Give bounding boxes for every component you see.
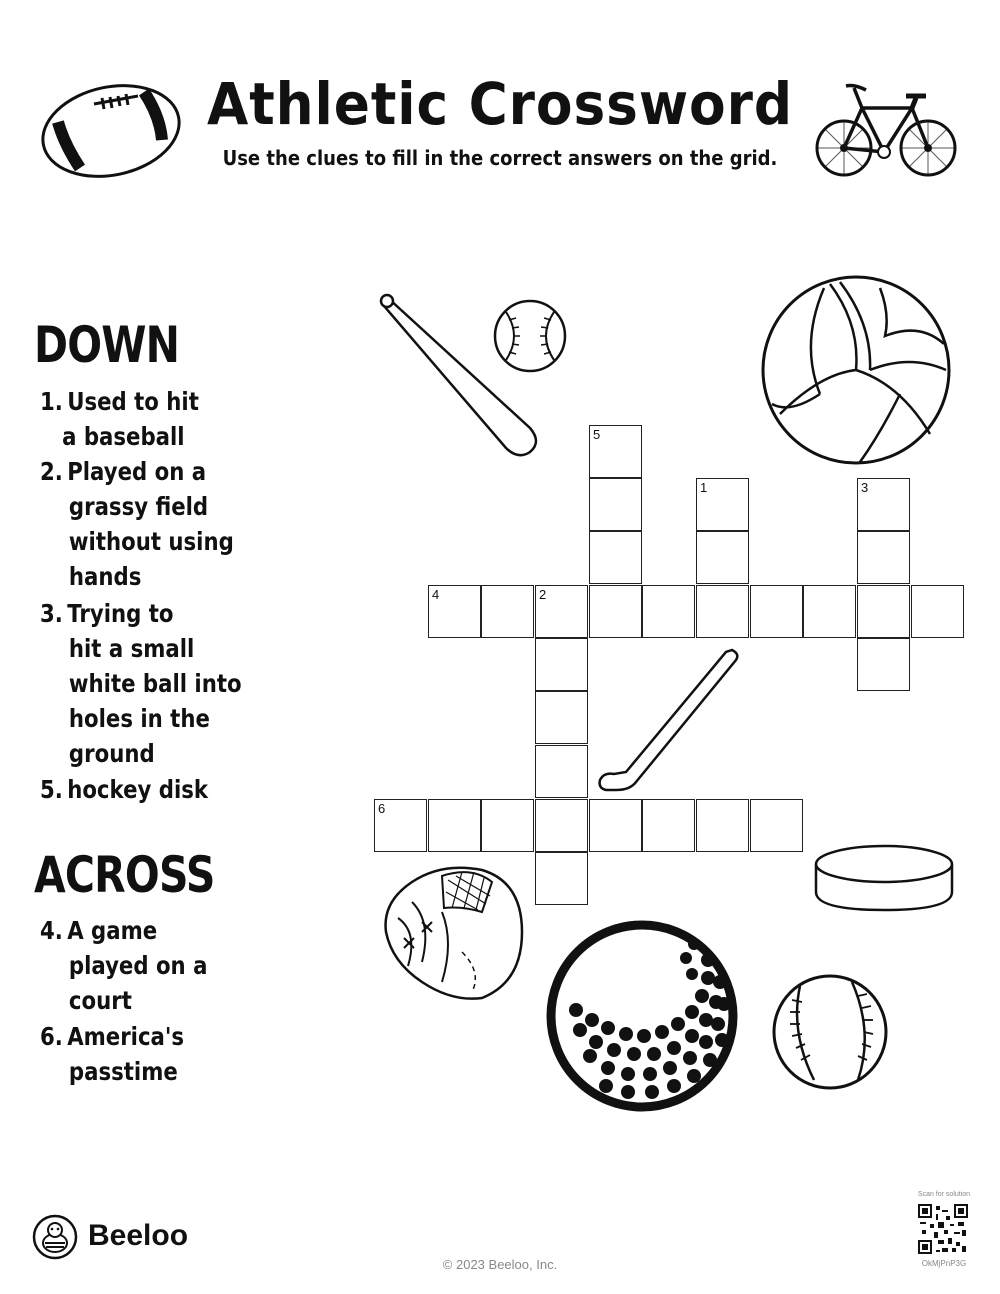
- clue-number: 5.: [40, 775, 63, 804]
- clue-number: 2.: [40, 457, 63, 486]
- down-clue-5: [40, 772, 208, 807]
- qr-code-label: OkMjPnP3G: [921, 1259, 967, 1268]
- across-heading: ACROSS: [34, 846, 215, 904]
- across-clue-4: [40, 913, 207, 1018]
- grid-cell[interactable]: [481, 585, 534, 638]
- grid-cell[interactable]: [535, 799, 588, 852]
- grid-cell[interactable]: [857, 585, 910, 638]
- grid-cell[interactable]: [535, 691, 588, 744]
- down-clue-2: [40, 454, 234, 594]
- down-clue-1: [40, 384, 199, 454]
- clue-text: a baseball: [62, 422, 185, 451]
- page-title: Athletic Crossword: [207, 70, 793, 138]
- clue-number: 3.: [40, 599, 63, 628]
- grid-cell[interactable]: [589, 799, 642, 852]
- clue-number-label: 6: [378, 801, 386, 816]
- down-clue-3: [40, 596, 242, 771]
- clue-text: America's: [67, 1022, 185, 1051]
- hockey-puck-icon: [812, 842, 956, 914]
- baseball-glove-icon: [382, 862, 526, 1002]
- grid-cell[interactable]: [589, 478, 642, 531]
- clue-text: hands: [68, 562, 142, 591]
- across-clue-6: [40, 1019, 184, 1089]
- qr-code-icon[interactable]: [918, 1204, 968, 1254]
- clue-text: without using: [68, 527, 234, 556]
- clue-number-label: 1: [700, 480, 708, 495]
- grid-cell[interactable]: [803, 585, 856, 638]
- grid-cell[interactable]: [589, 531, 642, 584]
- beeloo-logo-icon: [32, 1214, 78, 1260]
- clue-text: Trying to: [67, 599, 174, 628]
- grid-cell[interactable]: [535, 638, 588, 691]
- clue-text: ground: [68, 739, 155, 768]
- volleyball-icon: [760, 274, 952, 466]
- grid-cell[interactable]: [481, 799, 534, 852]
- clue-number: 4.: [40, 916, 63, 945]
- clue-text: holes in the: [68, 704, 210, 733]
- clue-number-label: 2: [539, 587, 547, 602]
- clue-number: 1.: [40, 387, 63, 416]
- clue-number-label: 4: [432, 587, 440, 602]
- down-heading: DOWN: [34, 316, 180, 374]
- clue-number-label: 3: [861, 480, 869, 495]
- grid-cell[interactable]: [428, 585, 481, 638]
- grid-cell[interactable]: [535, 585, 588, 638]
- clue-text: hockey disk: [67, 775, 209, 804]
- clue-text: hit a small: [68, 634, 195, 663]
- football-icon: [40, 82, 182, 180]
- grid-cell[interactable]: [857, 478, 910, 531]
- grid-cell[interactable]: [696, 585, 749, 638]
- clue-text: A game: [67, 916, 158, 945]
- bicycle-icon: [814, 80, 958, 180]
- hockey-stick-icon: [596, 646, 744, 794]
- copyright: © 2023 Beeloo, Inc.: [442, 1257, 558, 1272]
- golf-ball-icon: [546, 920, 740, 1112]
- grid-cell[interactable]: [696, 531, 749, 584]
- clue-text: white ball into: [68, 669, 242, 698]
- page-subtitle: Use the clues to fill in the correct answers on the grid.: [222, 146, 778, 170]
- grid-cell[interactable]: [750, 585, 803, 638]
- grid-cell[interactable]: [589, 585, 642, 638]
- clue-text: court: [68, 986, 132, 1015]
- clue-text: played on a: [68, 951, 208, 980]
- clue-text: Used to hit: [67, 387, 199, 416]
- grid-cell[interactable]: [535, 852, 588, 905]
- clue-text: grassy field: [68, 492, 209, 521]
- baseball-icon: [770, 972, 890, 1092]
- scan-note: Scan for solution: [917, 1191, 971, 1198]
- grid-cell[interactable]: [589, 425, 642, 478]
- grid-cell[interactable]: [428, 799, 481, 852]
- grid-cell[interactable]: [857, 531, 910, 584]
- clue-text: Played on a: [67, 457, 207, 486]
- grid-cell[interactable]: [857, 638, 910, 691]
- grid-cell[interactable]: [374, 799, 427, 852]
- grid-cell[interactable]: [696, 478, 749, 531]
- baseball-icon: [492, 298, 568, 374]
- grid-cell[interactable]: [535, 745, 588, 798]
- grid-cell[interactable]: [911, 585, 964, 638]
- clue-number-label: 5: [593, 427, 601, 442]
- grid-cell[interactable]: [642, 585, 695, 638]
- grid-cell[interactable]: [696, 799, 749, 852]
- grid-cell[interactable]: [642, 799, 695, 852]
- brand-name: Beeloo: [88, 1219, 189, 1252]
- clue-number: 6.: [40, 1022, 63, 1051]
- grid-cell[interactable]: [750, 799, 803, 852]
- clue-text: passtime: [68, 1057, 178, 1086]
